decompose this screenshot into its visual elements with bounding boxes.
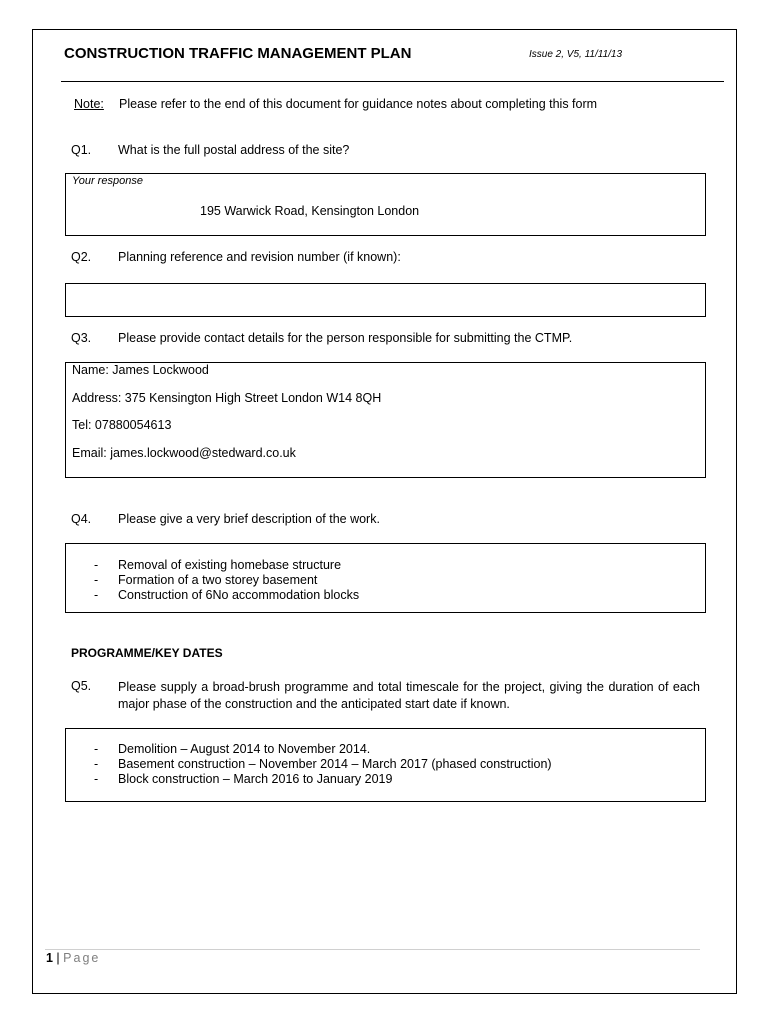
q2-response-box[interactable] [65,283,706,317]
site-address: 195 Warwick Road, Kensington London [200,204,420,218]
q5-response-box[interactable] [65,728,706,802]
footer-divider [45,949,700,950]
note-text: Please refer to the end of this document for guidance notes about completing this form [119,97,598,111]
note-label: Note: [74,97,104,111]
issue-version: Issue 2, V5, 11/11/13 [529,49,623,60]
contact-address: Address: 375 Kensington High Street London W14 8QH [72,391,382,405]
work-description-list [94,558,359,603]
q2-question: Planning reference and revision number (if known): [118,250,401,264]
programme-list [94,742,552,787]
list-item: - Basement construction – November 2014 – March 2017 (phased construction) [94,757,552,772]
list-item: - Demolition – August 2014 to November 2014. [94,742,552,757]
contact-name: Name: James Lockwood [72,363,209,377]
list-item: - Removal of existing homebase structure [94,558,359,573]
q2-number: Q2. [71,250,92,264]
q3-question: Please provide contact details for the person responsible for submitting the CTMP. [118,331,573,345]
q5-question: Please supply a broad-brush programme and total timescale for the project, giving the duration of each major phase of the construction and the anticipated start date if known. [118,680,700,711]
q4-number: Q4. [71,512,92,526]
response-label: Your response [72,175,143,187]
page-footer [46,951,100,965]
q4-response-box[interactable] [65,543,706,613]
q3-response-box[interactable] [65,362,706,478]
list-item: - Formation of a two storey basement [94,573,359,588]
page-label: Page [63,951,101,965]
contact-email: Email: james.lockwood@stedward.co.uk [72,446,296,460]
page-number: 1 [46,951,53,965]
q1-response-box[interactable] [65,173,706,236]
q4-question: Please give a very brief description of the work. [118,512,380,526]
q3-number: Q3. [71,331,92,345]
q1-question: What is the full postal address of the site? [118,143,350,157]
document-title: CONSTRUCTION TRAFFIC MANAGEMENT PLAN [64,45,412,62]
contact-tel: Tel: 07880054613 [72,418,172,432]
q5-number: Q5. [71,679,92,693]
q1-number: Q1. [71,143,92,157]
header-divider [61,81,724,82]
footer-separator: | [52,951,64,965]
list-item: - Block construction – March 2016 to January 2019 [94,772,552,787]
programme-heading: PROGRAMME/KEY DATES [71,646,223,660]
list-item: - Construction of 6No accommodation blocks [94,588,359,603]
